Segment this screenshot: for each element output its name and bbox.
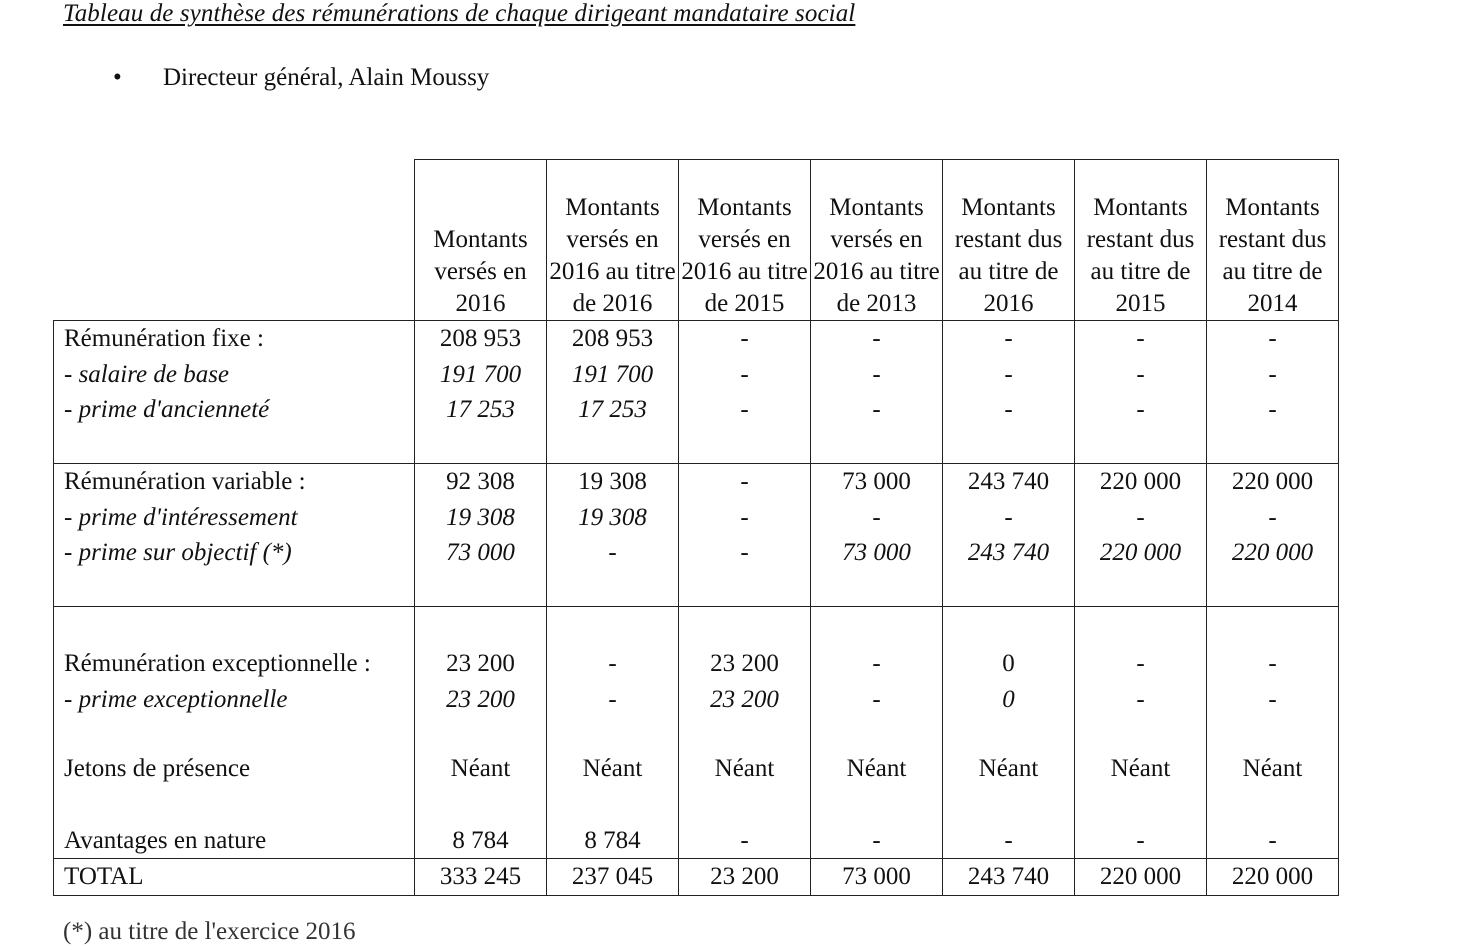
total-value: 220 000 xyxy=(1075,859,1207,896)
cell-value: - xyxy=(740,826,749,854)
value-cell xyxy=(1075,321,1207,464)
value-cell xyxy=(679,321,811,464)
total-value: 23 200 xyxy=(679,859,811,896)
cell-value: 8 784 xyxy=(452,826,509,854)
row-label-cell xyxy=(54,464,415,607)
value-cell xyxy=(547,464,679,607)
cell-value: - xyxy=(1268,396,1277,423)
table-group-row xyxy=(54,607,1339,859)
column-header: Montants restant dus au titre de 2014 xyxy=(1207,160,1339,321)
value-cell xyxy=(943,321,1075,464)
bullet-text: Directeur général, Alain Moussy xyxy=(163,64,490,91)
value-cell xyxy=(811,464,943,607)
table-group-row xyxy=(54,321,1339,464)
table-header-row xyxy=(54,160,1339,321)
cell-value: - xyxy=(1136,360,1145,388)
cell-value: 23 200 xyxy=(710,650,779,677)
value-cell xyxy=(415,607,547,859)
cell-value: 220 000 xyxy=(1099,539,1182,566)
cell-value: - xyxy=(1136,685,1145,713)
cell-value: 73 000 xyxy=(842,468,911,495)
value-cell xyxy=(1075,607,1207,859)
cell-value: Néant xyxy=(450,755,511,782)
value-cell xyxy=(415,321,547,464)
cell-value: - xyxy=(872,503,881,531)
cell-value: 17 253 xyxy=(578,396,647,423)
cell-value: - xyxy=(872,650,881,677)
value-cell xyxy=(679,607,811,859)
row-label: - salaire de base xyxy=(64,360,230,388)
value-cell xyxy=(679,464,811,607)
cell-value: - xyxy=(1136,325,1145,352)
cell-value: - xyxy=(740,539,749,566)
cell-value: - xyxy=(1136,396,1145,423)
cell-value: - xyxy=(1004,826,1013,854)
cell-value: 0 xyxy=(1002,650,1015,677)
row-label: - prime d'intéressement xyxy=(64,503,298,531)
cell-value: Néant xyxy=(978,755,1039,782)
value-cell xyxy=(415,464,547,607)
value-cell xyxy=(547,607,679,859)
cell-value: - xyxy=(608,539,617,566)
cell-value: Néant xyxy=(582,755,643,782)
cell-value: - xyxy=(608,685,617,713)
row-label: Rémunération fixe : xyxy=(64,325,264,352)
cell-value: - xyxy=(1268,685,1277,713)
value-cell xyxy=(1207,464,1339,607)
column-header: Montants restant dus au titre de 2016 xyxy=(943,160,1075,321)
total-value: 73 000 xyxy=(811,859,943,896)
cell-value: - xyxy=(872,325,881,352)
total-value: 237 045 xyxy=(547,859,679,896)
cell-value: 208 953 xyxy=(571,325,654,352)
bullet-item xyxy=(113,64,489,92)
cell-value: 19 308 xyxy=(578,503,647,531)
cell-value: - xyxy=(740,468,749,495)
cell-value: 8 784 xyxy=(584,826,641,854)
column-header: Montants versés en 2016 au titre de 2016 xyxy=(547,160,679,321)
cell-value: - xyxy=(872,826,881,854)
total-label: TOTAL xyxy=(54,859,415,896)
row-label: - prime exceptionnelle xyxy=(64,685,288,713)
cell-value: 191 700 xyxy=(571,360,654,388)
value-cell xyxy=(1207,607,1339,859)
footnote: (*) au titre de l'exercice 2016 xyxy=(63,918,356,945)
cell-value: 191 700 xyxy=(439,360,522,388)
cell-value: 220 000 xyxy=(1231,468,1314,495)
document-title: Tableau de synthèse des rémunérations de chaque dirigeant mandataire social xyxy=(63,0,856,27)
cell-value: - xyxy=(740,503,749,531)
cell-value: - xyxy=(1136,503,1145,531)
cell-value: - xyxy=(1004,503,1013,531)
row-label: Rémunération exceptionnelle : xyxy=(64,650,371,677)
value-cell xyxy=(811,607,943,859)
row-label: Avantages en nature xyxy=(64,826,267,854)
cell-value: 0 xyxy=(1002,685,1015,713)
column-header: Montants restant dus au titre de 2015 xyxy=(1075,160,1207,321)
cell-value: 17 253 xyxy=(446,396,515,423)
header-blank-cell xyxy=(54,160,415,321)
value-cell xyxy=(1075,464,1207,607)
cell-value: 23 200 xyxy=(446,685,515,713)
cell-value: Néant xyxy=(1110,755,1171,782)
row-label-cell xyxy=(54,607,415,859)
cell-value: - xyxy=(740,360,749,388)
table-group-row xyxy=(54,464,1339,607)
remuneration-table xyxy=(53,159,1339,896)
row-label: - prime d'ancienneté xyxy=(64,396,270,423)
cell-value: - xyxy=(1004,396,1013,423)
value-cell xyxy=(943,607,1075,859)
cell-value: - xyxy=(1136,650,1145,677)
cell-value: - xyxy=(1004,360,1013,388)
column-header: Montants versés en 2016 au titre de 2015 xyxy=(679,160,811,321)
cell-value: - xyxy=(608,650,617,677)
row-label: - prime sur objectif (*) xyxy=(64,539,292,566)
cell-value: - xyxy=(872,360,881,388)
cell-value: 220 000 xyxy=(1231,539,1314,566)
column-header: Montants versés en 2016 xyxy=(415,160,547,321)
cell-value: - xyxy=(1268,503,1277,531)
column-header: Montants versés en 2016 au titre de 2013 xyxy=(811,160,943,321)
cell-value: - xyxy=(1268,325,1277,352)
cell-value: Néant xyxy=(1242,755,1303,782)
value-cell xyxy=(547,321,679,464)
cell-value: Néant xyxy=(846,755,907,782)
bullet-symbol: • xyxy=(113,64,122,91)
row-label: Rémunération variable : xyxy=(64,468,306,495)
cell-value: 73 000 xyxy=(842,539,911,566)
cell-value: 23 200 xyxy=(710,685,779,713)
total-value: 220 000 xyxy=(1207,859,1339,896)
cell-value: - xyxy=(1136,826,1145,854)
cell-value: - xyxy=(1268,360,1277,388)
cell-value: Néant xyxy=(714,755,775,782)
row-label-cell xyxy=(54,321,415,464)
cell-value: - xyxy=(872,396,881,423)
cell-value: 92 308 xyxy=(446,468,515,495)
cell-value: - xyxy=(1004,325,1013,352)
cell-value: 73 000 xyxy=(446,539,515,566)
row-label: Jetons de présence xyxy=(64,755,251,782)
total-value: 243 740 xyxy=(943,859,1075,896)
cell-value: 208 953 xyxy=(439,325,522,352)
value-cell xyxy=(943,464,1075,607)
value-cell xyxy=(811,321,943,464)
cell-value: 19 308 xyxy=(446,503,515,531)
cell-value: - xyxy=(740,325,749,352)
value-cell xyxy=(1207,321,1339,464)
total-row xyxy=(54,859,1339,896)
cell-value: 243 740 xyxy=(967,539,1050,566)
cell-value: - xyxy=(740,396,749,423)
cell-value: - xyxy=(872,685,881,713)
cell-value: 19 308 xyxy=(578,468,647,495)
cell-value: - xyxy=(1268,826,1277,854)
cell-value: - xyxy=(1268,650,1277,677)
cell-value: 243 740 xyxy=(967,468,1050,495)
cell-value: 220 000 xyxy=(1099,468,1182,495)
cell-value: 23 200 xyxy=(446,650,515,677)
total-value: 333 245 xyxy=(415,859,547,896)
